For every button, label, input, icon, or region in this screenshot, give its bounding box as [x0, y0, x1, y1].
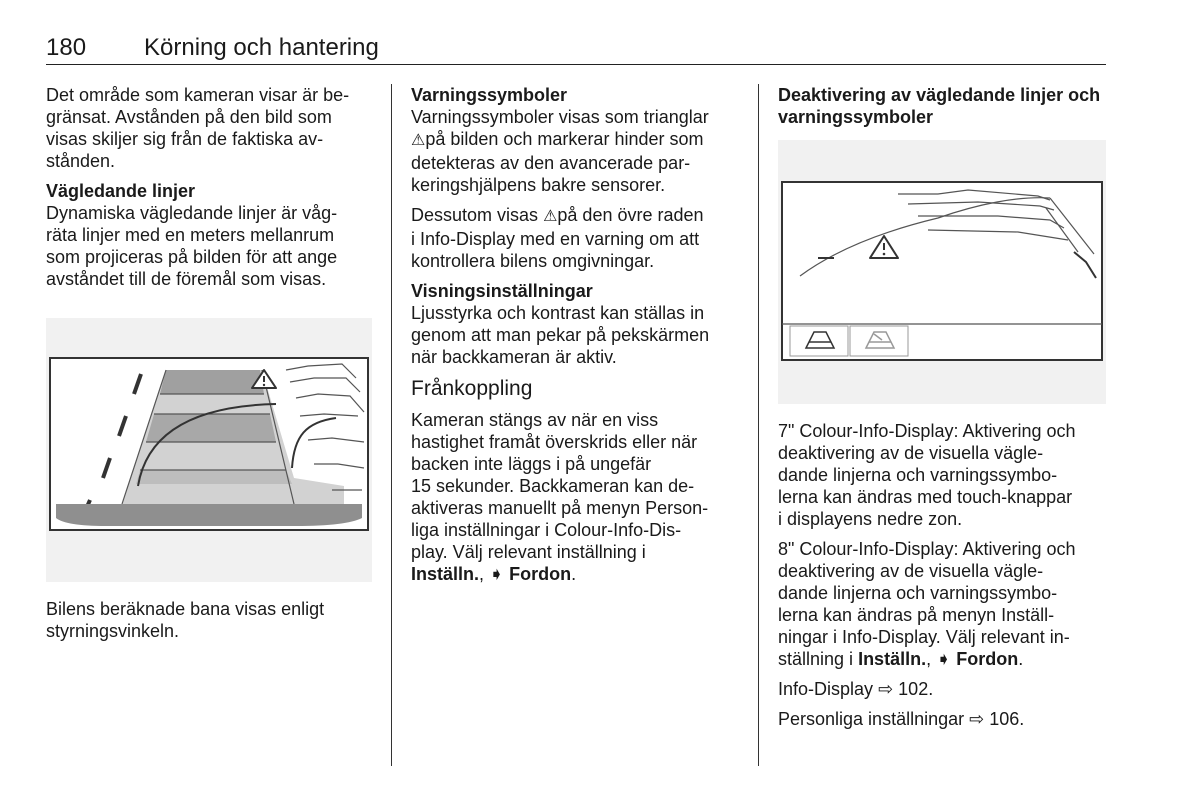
reference-text: Personliga inställningar: [778, 709, 965, 729]
arrow-right-icon: ➧: [489, 564, 505, 584]
page-number: 180: [46, 34, 87, 61]
text-line: varningssymboler: [778, 107, 934, 127]
colour-info-7-paragraph: [778, 420, 1108, 530]
text-line: deaktivering av de visuella vägle-: [778, 443, 1044, 463]
reference-line: [778, 678, 1108, 700]
text-line: dande linjerna och varningssymbo-: [778, 583, 1058, 603]
text-line: Kameran stängs av när en viss: [411, 410, 659, 430]
camera-guidelines-illustration: [46, 318, 372, 582]
text-fragment: på den övre raden: [557, 205, 704, 225]
text-line: visas skiljer sig från de faktiska av-: [46, 129, 324, 149]
menu-path-vehicle: Fordon: [509, 564, 572, 584]
text-line: 15 sekunder. Backkameran kan de-: [411, 476, 695, 496]
camera-deactivation-figure: [778, 140, 1106, 404]
text-line: som projiceras på bilden för att ange: [46, 247, 338, 267]
column-divider-1: [391, 84, 392, 766]
text-fragment: Dessutom visas: [411, 205, 539, 225]
text-line: i Info-Display med en varning om att: [411, 229, 700, 249]
display-settings-paragraph: [411, 302, 746, 368]
reference-text: Info-Display: [778, 679, 874, 699]
text-line: i displayens nedre zon.: [778, 509, 963, 529]
text-line: avståndet till de föremål som visas.: [46, 269, 327, 289]
text-line: play. Välj relevant inställning i: [411, 542, 646, 562]
column-divider-2: [758, 84, 759, 766]
text-fragment: ,: [479, 564, 490, 584]
text-line: Det område som kameran visar är be-: [46, 85, 350, 105]
reference-page: 102.: [898, 679, 934, 699]
heading-deactivation: Frånkoppling: [411, 377, 533, 400]
text-fragment: .: [571, 564, 577, 584]
warning-triangle-icon: ⚠: [543, 208, 558, 225]
text-fragment: ställning i: [778, 649, 854, 669]
text-line: Ljusstyrka och kontrast kan ställas in: [411, 303, 705, 323]
text-line: styrningsvinkeln.: [46, 621, 180, 641]
colour-info-8-paragraph: [778, 538, 1108, 670]
heading-display-settings: Visningsinställningar: [411, 281, 593, 301]
text-line: keringshjälpens bakre sensorer.: [411, 175, 666, 195]
warning-display-paragraph: [411, 204, 746, 272]
camera-guidelines-figure: [46, 318, 372, 582]
text-line: stånden.: [46, 151, 116, 171]
text-line: 8" Colour-Info-Display: Aktivering och: [778, 539, 1076, 559]
figure-caption: [46, 598, 376, 642]
chapter-title: Körning och hantering: [144, 34, 379, 61]
text-line: när backkameran är aktiv.: [411, 347, 617, 367]
text-line: backen inte läggs i på ungefär: [411, 454, 652, 474]
warning-triangle-icon: ⚠: [411, 132, 426, 149]
text-line: Varningssymboler visas som trianglar: [411, 107, 709, 127]
text-line: deaktivering av de visuella vägle-: [778, 561, 1044, 581]
reference-personal-settings: [778, 708, 1108, 730]
text-line: Deaktivering av vägledande linjer och: [778, 85, 1101, 105]
column-3-body: [778, 420, 1108, 738]
text-fragment: på bilden och markerar hinder som: [425, 129, 704, 149]
reference-info-display: [778, 678, 1108, 700]
menu-path-settings: Inställn.: [411, 564, 480, 584]
intro-paragraph: [46, 84, 376, 172]
text-line: ningar i Info-Display. Välj relevant in-: [778, 627, 1070, 647]
text-line: Bilens beräknade bana visas enligt: [46, 599, 325, 619]
text-line: 7" Colour-Info-Display: Aktivering och: [778, 421, 1076, 441]
column-2: [411, 84, 746, 593]
camera-deactivation-illustration: [778, 140, 1106, 404]
column-3: [778, 84, 1108, 128]
text-line: detekteras av den avancerade par-: [411, 153, 691, 173]
menu-path-line: [778, 648, 1108, 670]
text-fragment: ,: [926, 649, 937, 669]
header-rule: [46, 64, 1106, 65]
menu-path-line: [411, 563, 746, 585]
text-line: gränsat. Avstånden på den bild som: [46, 107, 332, 127]
text-line: lerna kan ändras med touch-knappar: [778, 487, 1073, 507]
text-line: kontrollera bilens omgivningar.: [411, 251, 655, 271]
heading-warning-symbols: Varningssymboler: [411, 85, 568, 105]
text-line: Dynamiska vägledande linjer är våg-: [46, 203, 338, 223]
menu-path-vehicle: Fordon: [956, 649, 1019, 669]
guidelines-paragraph: [46, 202, 376, 290]
arrow-right-icon: ➧: [936, 649, 952, 669]
text-line: dande linjerna och varningssymbo-: [778, 465, 1058, 485]
deactivation-paragraph: [411, 409, 746, 585]
text-line: lerna kan ändras på menyn Inställ-: [778, 605, 1055, 625]
text-line: aktiveras manuellt på menyn Person-: [411, 498, 709, 518]
page-reference-icon: ⇨: [878, 679, 894, 699]
text-fragment: .: [1018, 649, 1024, 669]
reference-page: 106.: [989, 709, 1025, 729]
page-reference-icon: ⇨: [969, 709, 985, 729]
text-line: liga inställningar i Colour-Info-Dis-: [411, 520, 682, 540]
text-line: [411, 204, 746, 228]
text-line: genom att man pekar på pekskärmen: [411, 325, 710, 345]
text-line: hastighet framåt överskrids eller när: [411, 432, 698, 452]
column-1: [46, 84, 376, 298]
heading-guidelines: Vägledande linjer: [46, 181, 196, 201]
warning-symbols-paragraph: [411, 106, 746, 196]
menu-path-settings: Inställn.: [858, 649, 927, 669]
page-header: [46, 34, 1106, 64]
text-line: räta linjer med en meters mellanrum: [46, 225, 335, 245]
reference-line: [778, 708, 1108, 730]
heading-deactivate-guides: [778, 84, 1108, 128]
text-line: [411, 128, 746, 152]
